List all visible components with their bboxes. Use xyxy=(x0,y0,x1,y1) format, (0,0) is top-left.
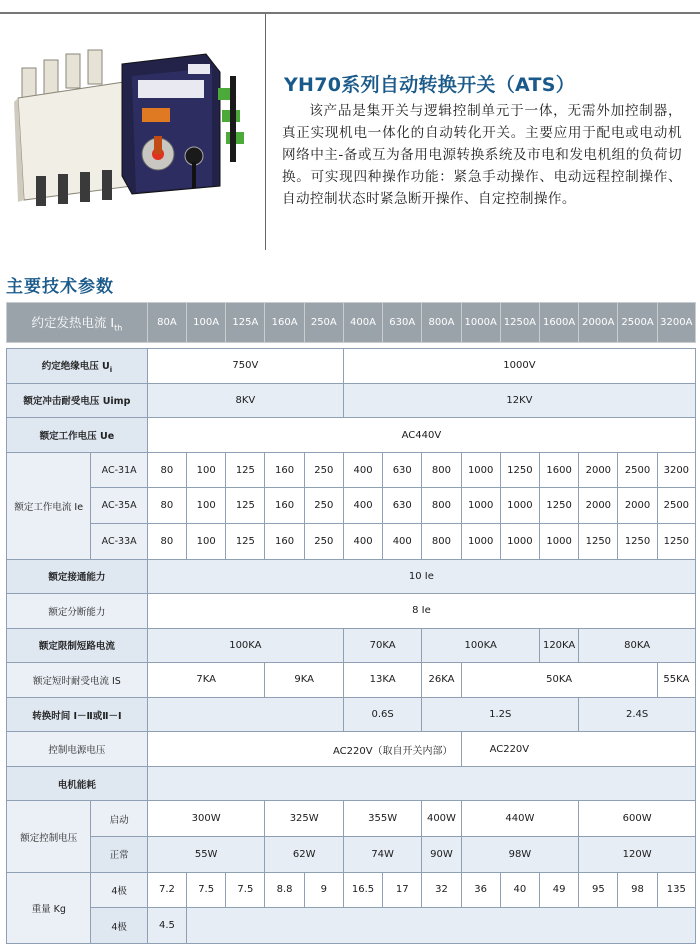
table-cell: 100 xyxy=(187,452,226,488)
table-cell: 7.2 xyxy=(147,872,186,908)
table-cell: 10 Ie xyxy=(147,559,695,594)
header-current: 80A xyxy=(147,303,186,343)
table-row xyxy=(7,663,696,698)
table-cell: 750V xyxy=(147,349,343,384)
table-cell: 49 xyxy=(540,872,579,908)
table-row xyxy=(7,872,696,908)
hero-divider xyxy=(265,14,266,250)
table-cell: 2500 xyxy=(618,452,657,488)
table-cell: 400W xyxy=(422,801,461,837)
table-row xyxy=(7,766,696,801)
row-label: 电机能耗 xyxy=(7,766,148,801)
table-cell: 1250 xyxy=(540,488,579,524)
table-cell: 4.5 xyxy=(147,908,186,944)
row-label: 额定限制短路电流 xyxy=(7,628,148,663)
table-cell: 120W xyxy=(579,837,696,873)
table-cell: 160 xyxy=(265,523,304,559)
table-cell: 0.6S xyxy=(343,697,421,732)
table-cell: 8 Ie xyxy=(147,594,695,629)
table-cell xyxy=(147,766,695,801)
row-label: 控制电源电压 xyxy=(7,732,148,767)
table-row xyxy=(7,697,696,732)
table-cell: 1.2S xyxy=(422,697,579,732)
table-cell: 90W xyxy=(422,837,461,873)
table-cell: 74W xyxy=(343,837,421,873)
header-current: 800A xyxy=(422,303,461,343)
table-cell: 800 xyxy=(422,488,461,524)
table-cell: 100KA xyxy=(422,628,540,663)
product-title: YH70系列自动转换开关（ATS） xyxy=(284,74,576,96)
row-label: 额定工作电压 Ue xyxy=(7,418,148,453)
header-current: 1600A xyxy=(540,303,579,343)
row-label: 额定短时耐受电流 IS xyxy=(7,663,148,698)
table-cell: 250 xyxy=(304,488,343,524)
table-row xyxy=(7,523,696,559)
table-row xyxy=(7,908,696,944)
table-row xyxy=(7,452,696,488)
table-cell: 1000 xyxy=(461,488,500,524)
table-cell: 400 xyxy=(383,523,422,559)
table-cell: 1000 xyxy=(461,523,500,559)
table-cell: 7.5 xyxy=(187,872,226,908)
table-cell: 800 xyxy=(422,523,461,559)
table-cell: 1000 xyxy=(500,488,539,524)
header-current: 1000A xyxy=(461,303,500,343)
table-cell: 8.8 xyxy=(265,872,304,908)
table-row xyxy=(7,559,696,594)
table-cell: 400 xyxy=(343,452,382,488)
table-cell: 9KA xyxy=(265,663,343,698)
table-cell: 355W xyxy=(343,801,421,837)
table-row xyxy=(7,594,696,629)
table-cell: 13KA xyxy=(343,663,421,698)
table-cell: 2500 xyxy=(657,488,695,524)
table-cell: 16.5 xyxy=(343,872,382,908)
table-cell: 1250 xyxy=(618,523,657,559)
table-cell: 1600 xyxy=(540,452,579,488)
table-cell: 70KA xyxy=(343,628,421,663)
header-current: 630A xyxy=(383,303,422,343)
top-rule xyxy=(0,12,700,14)
table-cell: 98W xyxy=(461,837,579,873)
row-label: 转换时间 Ⅰ－Ⅱ或Ⅱ－Ⅰ xyxy=(7,697,148,732)
row-label: 额定冲击耐受电压 Uimp xyxy=(7,383,148,418)
table-cell: AC220V（取自开关内部） xyxy=(147,732,461,767)
table-cell: 62W xyxy=(265,837,343,873)
table-cell: 600W xyxy=(579,801,696,837)
table-cell: 1000 xyxy=(540,523,579,559)
header-current: 250A xyxy=(304,303,343,343)
table-cell: 630 xyxy=(383,488,422,524)
table-cell: 100 xyxy=(187,523,226,559)
header-current: 2500A xyxy=(618,303,657,343)
table-cell: 300W xyxy=(147,801,265,837)
table-cell: AC220V xyxy=(461,732,695,767)
row-sublabel: AC-31A xyxy=(91,452,147,488)
table-cell: 50KA xyxy=(461,663,657,698)
row-sublabel: 4极 xyxy=(91,908,147,944)
row-sublabel: 启动 xyxy=(91,801,147,837)
row-label: 约定绝缘电压 $U_i$ xyxy=(7,349,148,384)
row-sublabel: AC-35A xyxy=(91,488,147,524)
table-cell: 250 xyxy=(304,452,343,488)
row-label: 额定分断能力 xyxy=(7,594,148,629)
table-cell: 26KA xyxy=(422,663,461,698)
table-cell: 40 xyxy=(500,872,539,908)
table-row xyxy=(7,488,696,524)
table-cell: 2000 xyxy=(618,488,657,524)
table-row xyxy=(7,837,696,873)
table-row xyxy=(7,732,696,767)
table-row xyxy=(7,628,696,663)
row-sublabel: 4极 xyxy=(91,872,147,908)
table-cell: 8KV xyxy=(147,383,343,418)
table-cell: 80KA xyxy=(579,628,696,663)
table-cell: 400 xyxy=(343,488,382,524)
row-sublabel: 正常 xyxy=(91,837,147,873)
row-label: 额定工作电流 Ie xyxy=(7,452,91,559)
table-cell xyxy=(187,908,696,944)
table-cell: 800 xyxy=(422,452,461,488)
table-cell: 36 xyxy=(461,872,500,908)
product-intro: 该产品是集开关与逻辑控制单元于一体，无需外加控制器，真正实现机电一体化的自动转化开关。主要应用于配电或电动机网络中主-备或互为备用电源转换系统及市电和发电机组的负荷切换。可实现四种操作功能：紧急手动操作、电动远程控制操作、自动控制状态时紧急断开操作、自定控制操作。 xyxy=(282,103,682,207)
table-cell xyxy=(147,697,343,732)
row-label: 重量 Kg xyxy=(7,872,91,943)
table-cell: 135 xyxy=(657,872,695,908)
table-cell: 17 xyxy=(383,872,422,908)
table-cell: AC440V xyxy=(147,418,695,453)
table-cell: 1250 xyxy=(500,452,539,488)
table-cell: 2000 xyxy=(579,452,618,488)
table-cell: 7KA xyxy=(147,663,265,698)
table-cell: 125 xyxy=(226,452,265,488)
header-current: 100A xyxy=(187,303,226,343)
table-cell: 7.5 xyxy=(226,872,265,908)
table-cell: 2000 xyxy=(579,488,618,524)
table-cell: 125 xyxy=(226,523,265,559)
table-cell: 100 xyxy=(187,488,226,524)
table-cell: 1250 xyxy=(657,523,695,559)
table-cell: 325W xyxy=(265,801,343,837)
header-current: 2000A xyxy=(579,303,618,343)
row-label: 额定接通能力 xyxy=(7,559,148,594)
table-cell: 100KA xyxy=(147,628,343,663)
table-cell: 12KV xyxy=(343,383,695,418)
table-cell: 120KA xyxy=(540,628,579,663)
table-row xyxy=(7,418,696,453)
header-current: 3200A xyxy=(657,303,695,343)
table-cell: 1000 xyxy=(500,523,539,559)
table-cell: 98 xyxy=(618,872,657,908)
table-cell: 1250 xyxy=(579,523,618,559)
table-cell: 1000 xyxy=(461,452,500,488)
table-cell: 55W xyxy=(147,837,265,873)
table-row xyxy=(7,801,696,837)
table-cell: 80 xyxy=(147,488,186,524)
table-cell: 80 xyxy=(147,523,186,559)
table-cell: 160 xyxy=(265,452,304,488)
table-cell: 160 xyxy=(265,488,304,524)
table-cell: 3200 xyxy=(657,452,695,488)
table-cell: 125 xyxy=(226,488,265,524)
table-cell: 95 xyxy=(579,872,618,908)
header-current: 1250A xyxy=(500,303,539,343)
spec-table xyxy=(6,302,696,944)
table-cell: 55KA xyxy=(657,663,695,698)
header-current: 400A xyxy=(343,303,382,343)
table-cell: 250 xyxy=(304,523,343,559)
header-param: 约定发热电流 $I_{th}$ xyxy=(7,303,148,343)
row-label: 额定控制电压 xyxy=(7,801,91,872)
table-cell: 400 xyxy=(343,523,382,559)
table-cell: 440W xyxy=(461,801,579,837)
ats-product-image xyxy=(14,36,254,216)
table-row xyxy=(7,383,696,418)
table-row xyxy=(7,349,696,384)
table-cell: 630 xyxy=(383,452,422,488)
table-cell: 80 xyxy=(147,452,186,488)
header-current: 125A xyxy=(226,303,265,343)
table-cell: 32 xyxy=(422,872,461,908)
header-current: 160A xyxy=(265,303,304,343)
table-cell: 1000V xyxy=(343,349,695,384)
table-cell: 2.4S xyxy=(579,697,696,732)
header-row xyxy=(7,303,696,343)
table-cell: 9 xyxy=(304,872,343,908)
row-sublabel: AC-33A xyxy=(91,523,147,559)
section-title: 主要技术参数 xyxy=(6,277,114,297)
